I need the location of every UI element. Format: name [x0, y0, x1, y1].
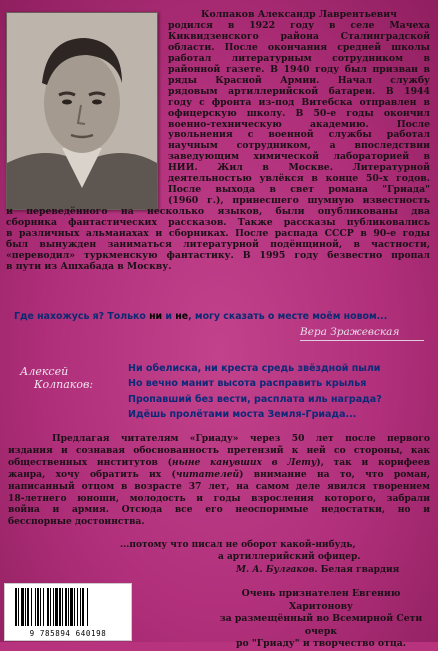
barcode-bar [43, 588, 44, 626]
preface-italic: читателей [175, 468, 240, 480]
acknowledgement [210, 588, 432, 651]
bio-line: После выхода в свет романа "Гриада" [168, 184, 430, 196]
bio-line: «переводил» туркменскую фантастику. В 1995 году безвестно пропал [6, 249, 430, 261]
poem-line: Ни обелиска, ни креста средь звёздной пыли [128, 363, 381, 374]
poem-author-first: Алексей [20, 365, 69, 378]
preface-line [8, 457, 430, 469]
barcode-bar [40, 588, 41, 626]
quote-emphasis: не [175, 311, 189, 322]
barcode-bar [70, 588, 73, 626]
bio-line: научным сотрудником, а впоследствии [168, 140, 430, 152]
bio-line: (1960 г.), принесшего шумную известность [168, 195, 430, 207]
barcode-bar [53, 588, 54, 626]
bulgakov-line: ...потому что писал не оборот какой-нибудь, [120, 540, 356, 550]
bio-line: и переведённого на несколько языков, были опубликованы два [6, 206, 430, 218]
bio-line: родился в 1922 году в селе Мачеха [168, 19, 430, 31]
barcode-bar [65, 588, 67, 626]
preface-paragraph [8, 433, 430, 528]
barcode-bar [82, 588, 84, 626]
quote-text: , могу сказать о месте моём новом... [188, 311, 388, 322]
bio-line: деятельностью увлёкся в конце 50-х годов. [168, 173, 430, 185]
barcode-bar [47, 588, 49, 626]
barcode-bar [77, 588, 78, 626]
barcode-bar [27, 588, 29, 626]
acknowledgement-line: за размещённый во Всемирной Сети очерк [219, 613, 423, 637]
preface-text: ) внимание на то, что роман, [239, 468, 431, 480]
preface-line: написанный отцом в возрасте 37 лет, на самом деле явился творением [8, 480, 430, 492]
barcode-bar [62, 588, 63, 626]
preface-line: 18-летнего юноши, молодость и годы взросления которого, забрали [8, 492, 430, 504]
preface-italic: ныне канувших в Лету [171, 456, 317, 468]
barcode-bar [31, 588, 32, 626]
barcode-bar [74, 588, 75, 626]
bulgakov-quote [8, 539, 426, 576]
preface-text: общественных институтов ( [8, 456, 172, 468]
barcode-bar [21, 588, 24, 626]
bio-line: районной газете. В 1940 году был призван в [168, 63, 430, 75]
preface-text: ), так и корифеев [316, 456, 430, 468]
isbn-barcode [4, 583, 132, 641]
barcode-bar [87, 588, 88, 626]
barcode-bar [59, 588, 61, 626]
bio-line: Колпаков Александр Лаврентьевич [201, 9, 397, 20]
bio-line: Киквидзенского района Сталинградской [168, 30, 430, 42]
preface-text: жанра, хочу обратить их ( [8, 468, 176, 480]
poem-line: Пропавший без вести, расплата иль награда? [128, 393, 382, 405]
barcode-bar [25, 588, 26, 626]
divider [300, 340, 424, 341]
barcode-bar [35, 588, 36, 626]
barcode-bar [15, 588, 17, 626]
poem-line: Но вечно манит высота расправить крылья [128, 378, 367, 390]
bulgakov-source: Белая гвардия [320, 564, 400, 575]
poem-author [20, 365, 100, 391]
epigraph-author: Вера Зражевская [300, 326, 400, 338]
preface-line [8, 469, 430, 481]
quote-text: и [162, 311, 176, 322]
bio-line: рядовым артиллерийской батареи. В 1944 [168, 85, 430, 97]
preface-line: бесспорные достоинства. [8, 516, 145, 528]
poem-line: Идёшь пролётами моста Земля-Гриада... [128, 408, 357, 420]
barcode-digits: 9 785894 640198 [29, 629, 107, 638]
bulgakov-attribution [8, 564, 426, 576]
barcode-bar [18, 588, 19, 626]
bio-line: НИИ. Жил в Москве. Литературной [168, 162, 430, 174]
preface-line: Предлагая читателям «Гриаду» через 50 лет после первого [52, 433, 430, 444]
bio-line: области. После окончания средней школы [168, 41, 430, 53]
quote-emphasis: ни [149, 311, 163, 322]
epigraph-quote [14, 311, 434, 322]
author-biography [6, 10, 430, 273]
bio-line: сборника фантастических рассказов. Также рассказы публиковались [6, 217, 430, 229]
barcode-bar [37, 588, 39, 626]
poem [128, 361, 428, 422]
barcode-bar [50, 588, 51, 626]
bio-line: в различных альманахах и сборниках. После распада СССР в 90-е годы [6, 228, 430, 240]
bio-line: офицерскую школу. В 50-е годы окончил [168, 107, 430, 119]
preface-line: война и армия. Отсюда все его неоспоримые недостатки, но и [8, 504, 430, 516]
barcode-bar [68, 588, 69, 626]
poem-author-last: Колпаков: [34, 378, 94, 391]
acknowledgement-line: ро "Гриаду" и творчество отца. [235, 638, 407, 649]
barcode-bars [15, 588, 121, 626]
bio-line: увольнения с военной службы работал [168, 129, 430, 141]
bio-line: в пути из Ашхабада в Москву. [6, 260, 172, 272]
barcode-bar [80, 588, 81, 626]
bulgakov-author: М. А. Булгаков. [236, 564, 318, 575]
bio-line: заведующим химической лабораторией в [168, 151, 430, 163]
bio-line: работал литературным сотрудником в [168, 52, 430, 64]
bio-line: военно-техническую академию. После [168, 118, 430, 130]
bulgakov-line: а артиллерийский офицер. [218, 552, 361, 563]
bio-line: был вынужден заниматься литературной подёнщиной, в частности, [6, 239, 430, 251]
bio-line: году с фронта из-под Витебска отправлен в [168, 96, 430, 108]
preface-line: издания и сознавая обоснованность претензий к ней со стороны, как [8, 444, 430, 456]
acknowledgement-line: Очень признателен Евгению Харитонову [241, 588, 401, 612]
quote-text: Где нахожусь я? Только [14, 311, 150, 322]
barcode-bar [55, 588, 58, 626]
bio-line: ряды Красной Армии. Начал службу [168, 74, 430, 86]
